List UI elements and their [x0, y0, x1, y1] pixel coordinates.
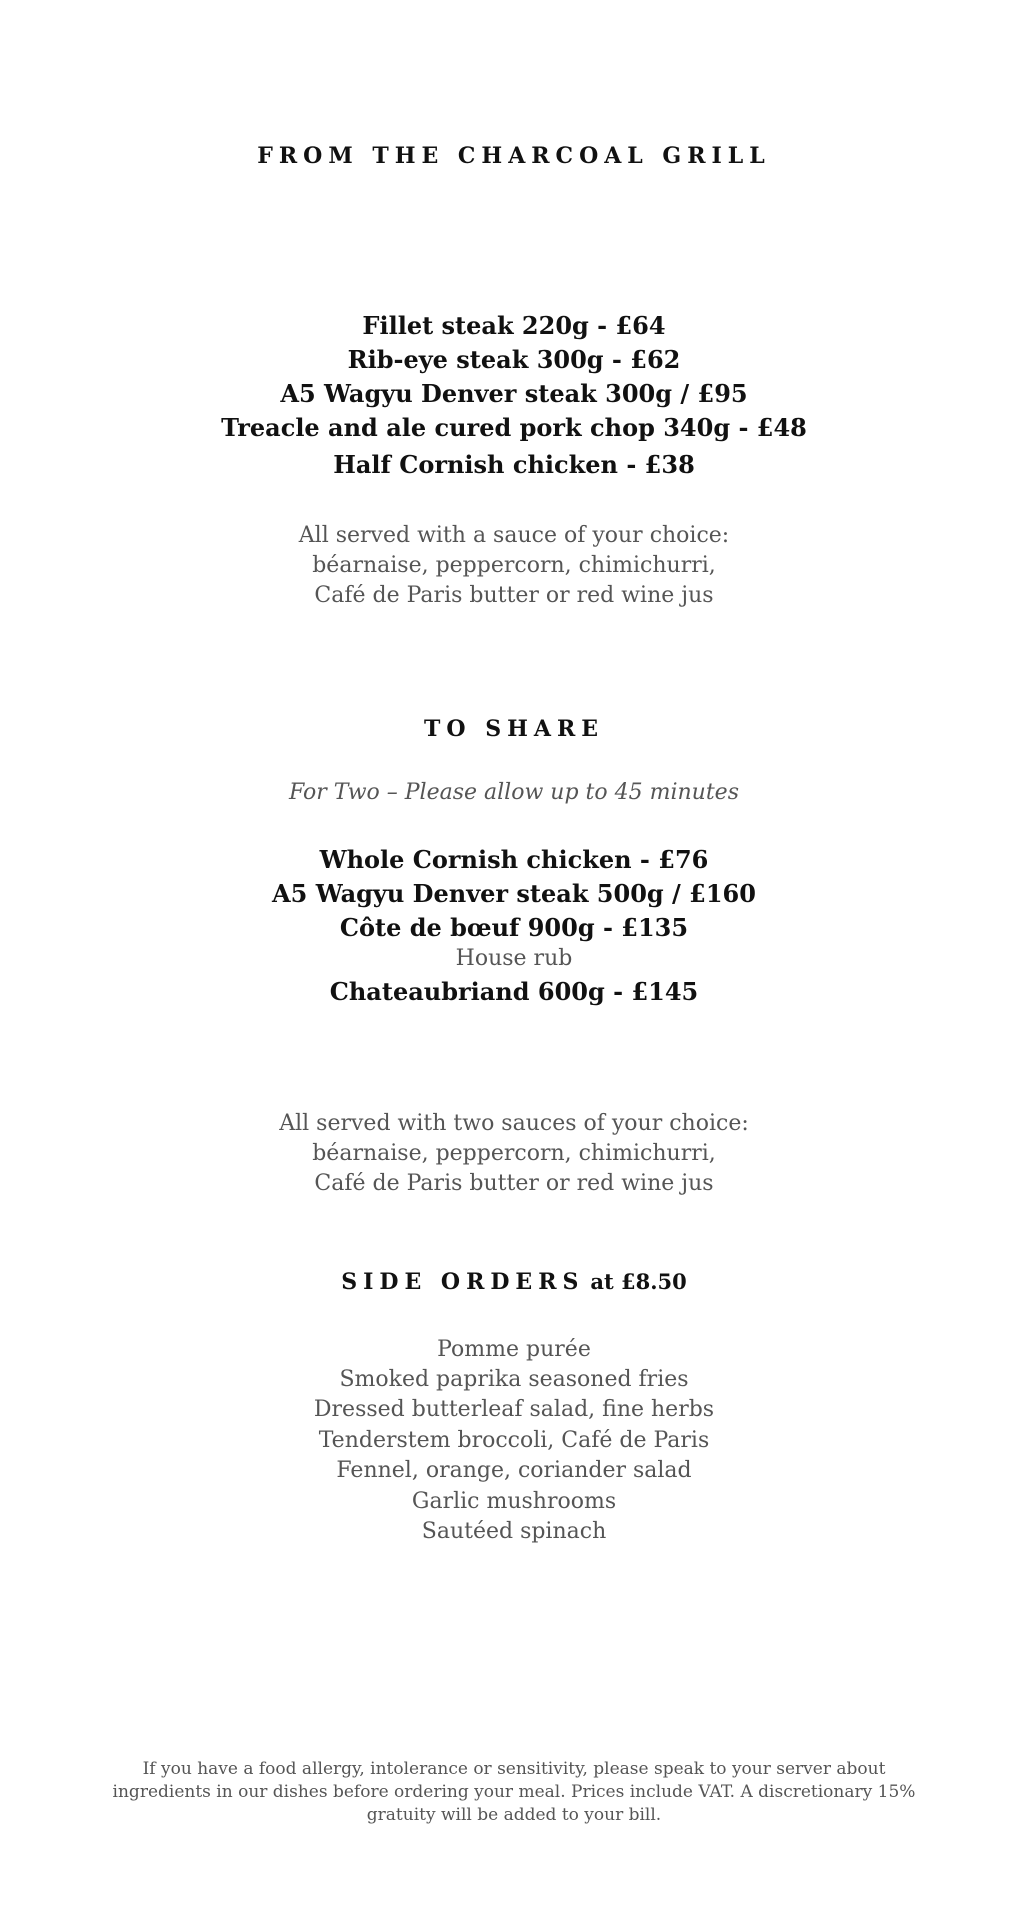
menu-item: Chateaubriand 600g - £145 — [329, 977, 699, 1006]
side-item: Smoked paprika seasoned fries — [339, 1367, 689, 1392]
share-subtitle: For Two – Please allow up to 45 minutes — [288, 780, 739, 805]
menu-item: Whole Cornish chicken - £76 — [319, 845, 709, 874]
side-item: Fennel, orange, coriander salad — [336, 1458, 692, 1483]
menu-item: Treacle and ale cured pork chop 340g - £48 — [221, 413, 807, 442]
side-item: Pomme purée — [437, 1337, 591, 1362]
note-line: All served with two sauces of your choice: — [279, 1111, 749, 1136]
menu-item: Rib-eye steak 300g - £62 — [347, 345, 681, 374]
note-line: béarnaise, peppercorn, chimichurri, — [312, 1141, 716, 1166]
menu-item: A5 Wagyu Denver steak 300g / £95 — [280, 379, 748, 408]
menu-item: Fillet steak 220g - £64 — [362, 311, 666, 340]
footer-line: If you have a food allergy, intolerance or sensitivity, please speak to your server about — [142, 1759, 886, 1779]
share-section-title: TO SHARE — [424, 716, 604, 742]
note-line: Café de Paris butter or red wine jus — [314, 583, 714, 608]
menu-item: A5 Wagyu Denver steak 500g / £160 — [272, 879, 756, 908]
note-line: Café de Paris butter or red wine jus — [314, 1171, 714, 1196]
note-line: All served with a sauce of your choice: — [298, 523, 730, 548]
side-item: Garlic mushrooms — [411, 1489, 617, 1514]
sides-title-text: SIDE ORDERS — [341, 1269, 585, 1295]
menu-item: Half Cornish chicken - £38 — [333, 450, 695, 479]
footer-line: gratuity will be added to your bill. — [366, 1805, 662, 1825]
footer-line: ingredients in our dishes before ordering your meal. Prices include VAT. A discretionary 15% — [112, 1782, 916, 1802]
sides-price: at £8.50 — [590, 1269, 687, 1294]
item-note: House rub — [455, 946, 573, 971]
sides-section-title — [0, 1269, 1028, 1295]
note-line: béarnaise, peppercorn, chimichurri, — [312, 553, 716, 578]
allergy-footer — [0, 1758, 1028, 1827]
menu-item: Côte de bœuf 900g - £135 — [339, 913, 689, 942]
side-item: Sautéed spinach — [421, 1519, 607, 1544]
side-item: Dressed butterleaf salad, fine herbs — [313, 1397, 715, 1422]
grill-section-title: FROM THE CHARCOAL GRILL — [257, 143, 771, 169]
side-item: Tenderstem broccoli, Café de Paris — [318, 1428, 710, 1453]
